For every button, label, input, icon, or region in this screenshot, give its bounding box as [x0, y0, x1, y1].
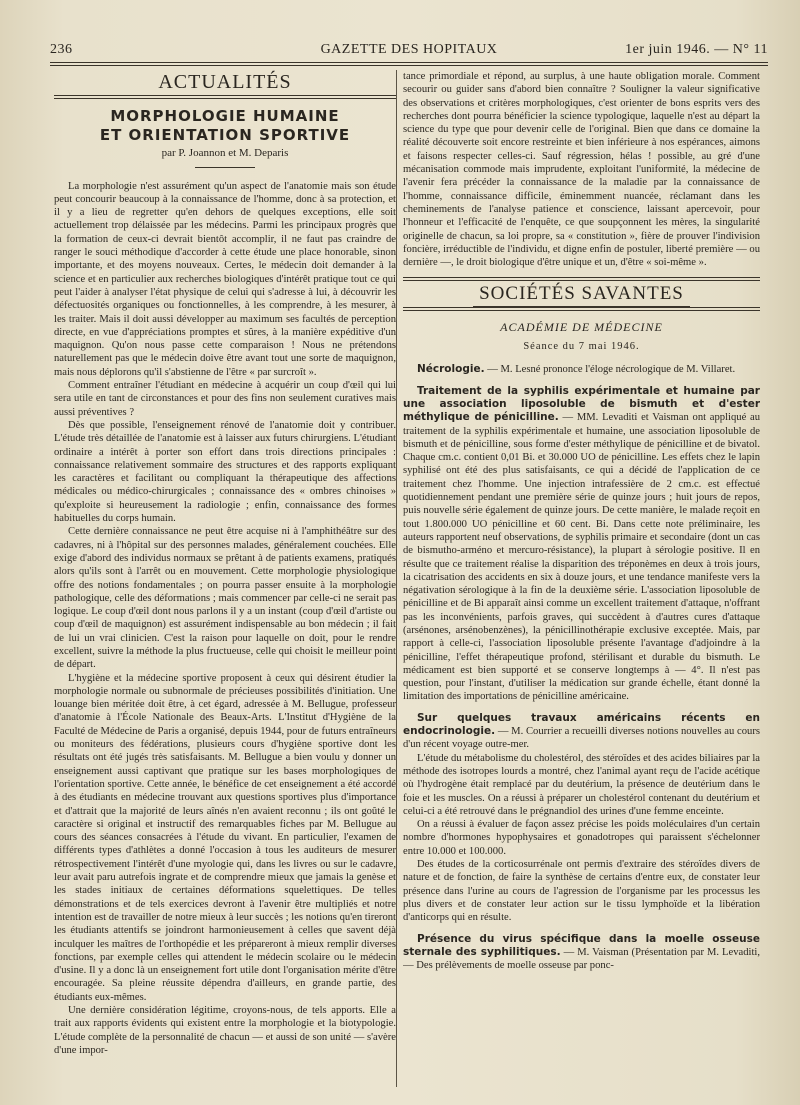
paragraph-continuation: tance primordiale et répond, au surplus, à une haute obligation morale. Comment secourir ou guider sans d'abord bien connaître ? Souligner la valeur significative des observations et critères morphologiques, c'est orienter de bons esprits vers des recherches dont pourra bénéficier la science typologique, laquelle n'est au départ la science du type que pour devenir celle de l'original. Bien que dans ce domaine la réalité découverte soit encore restreinte et bien inférieure à nos espérances, aimons et faisons respecter celles-ci. Sauf régression, hélas ! possible, au gré d'une mécanisation commode mais imprudente, exploitant l'uniformité, la médecine de l'avenir fera précéder la connaissance de la maladie par la connaissance de l'homme, connaissance difficile, éminemment nuancée, réclamant dans les cheminements de l'analyse patience et conscience, laissant apercevoir, pour l'honneur et l'efficacité de l'enquête, ce que soupçonnent les mères, la singularité originelle de chacun, sa loi propre, sa « constitution », fière de prouver l'indivision foncière, irréductible de l'individu, et digne enfin de postuler, liberté première — ou dernière —, le droit biologique d'être unique et un, d'être « soi-même ». — [403, 71, 760, 269]
item-paragraph — [403, 818, 760, 858]
page-number: 236 — [50, 42, 73, 57]
left-column — [54, 70, 396, 1087]
page-header — [50, 38, 768, 62]
item-text: — M. Courrier a recueilli diverses notions nouvelles au cours d'un récent voyage outre-mer. — [403, 726, 760, 751]
item-paragraph — [403, 363, 760, 376]
item-paragraph — [403, 712, 760, 752]
item-paragraph — [403, 933, 760, 973]
item-text: — M. Lesné prononce l'éloge nécrologique de M. Villaret. — [487, 364, 736, 376]
session-date: Séance du 7 mai 1946. — [523, 341, 640, 353]
title-divider — [195, 167, 255, 168]
academy-heading: ACADÉMIE DE MÉDECINE — [500, 319, 663, 334]
article-title-line-1: MORPHOLOGIE HUMAINE — [110, 107, 340, 126]
section-title-actualites: ACTUALITÉS — [54, 76, 396, 89]
item-lead: Présence du virus spécifique dans la moelle osseuse sternale des syphilitiques. — [403, 932, 760, 958]
section-rule — [403, 277, 760, 281]
item-text: L'étude du métabolisme du cholestérol, des stéroïdes et des acides biliaires par la méthode des isotropes lourds a montré, chez l'animal ayant reçu de l'acide acétique où l'hydrogène était remplacé par du deutérium, la présence de deutérium dans le foie et les muscles. On a réussi à préparer un cholestérol contenant du deutérium et celui-ci a été retrouvé dans le prégnandiol des urines d'une femme enceinte. — [403, 752, 760, 817]
item-paragraph — [403, 752, 760, 818]
article-title-line-2: ET ORIENTATION SPORTIVE — [99, 126, 351, 145]
item-text: On a réussi à évaluer de façon assez précise les poids moléculaires d'un certain nombre d'hormones hypophysaires et gonadotropes qui paraissent s'échelonner entre 10.000 et 100.000. — [403, 819, 760, 857]
header-rule — [50, 62, 768, 63]
article-byline: par P. Joannon et M. Deparis — [161, 147, 289, 160]
item-text: — M. Vaisman (Présentation par M. Levaditi, — Des prélèvements de moelle osseuse par ponc- — [403, 946, 760, 972]
paragraph: Cette dernière connaissance ne peut être acquise ni à l'amphithéâtre sur des cadavres, ni à l'hôpital sur des personnes malades, généralement couchées. Elle exige d'abord des individus normaux se prêtant à de patients examens, pratiqués alors qu'ils sont à l'arrêt ou en mouvement. Cette morphologie physiologique offre des notions fondamentales ; on pourra passer ensuite à la morphologie pathologique, celle des déformations ; mais commencer par celle-ci ne serait pas logique. Le coup d'œil dont nous parlons il y a un instant (coup d'œil d'artiste ou coup d'œil de maquignon) est assurément indispensable au bon médecin ; il fait de lui un vrai clinicien. C'est la raison pour laquelle on doit, pour le rendre excellent, suivre la méthode la plus fructueuse, celle qui choisit le meilleur point de départ. — [54, 526, 396, 671]
paragraph: L'hygiène et la médecine sportive proposent à ceux qui désirent étudier la morphologie normale ou subnormale de précieuses possibilités d'initiation. Une louange bien méritée doit être, à cet égard, adressée à M. Bellugue, professeur d'anatomie à l'École Nationale des Beaux-Arts. L'Institut d'Hygiène de la Faculté de Médecine de Paris a organisé, depuis 1944, pour de futurs entraîneurs ou moniteurs des fédérations, plusieurs cours d'hygiène sportive dont les résultats ont été jugés très satisfaisants. M. Bellugue a bien voulu y donner un enseignement aussi captivant que pratique sur les bases morphologiques de l'orientation sportive. Cette année, le bénéfice de cet enseignement a été accordé à des étudiants en médecine trouvant aux questions sportives plus d'importance et d'attrait que la majorité de leurs aînés n'en avaient reconnu ; ils ont goûté le caractère si original et instructif des remarquables fiches par M. Bellugue au cours des séances consacrées à l'étude du vivant. En particulier, l'examen de différents types d'athlètes a donné l'occasion à tous les auditeurs de mesurer rétrospectivement l'intérêt d'une myologie qui, dans les livres ou sur le cadavre, leur avait paru autrefois ingrate et de comprendre mieux que jamais la genèse et les stades initiaux de certaines déformations squelettiques. De telles démonstrations et de tels exercices devront à l'avenir être multipliés et notre intention est de travailler de notre mieux à leur succès ; les notions qu'en tireront les étudiants attentifs se joindront harmonieusement à celles que savent déjà inculquer les maîtres de l'orthopédie et les prépareront à mieux remplir diverses fonctions, par exemple celles qui attendent le médecin scolaire ou le médecin d'usine. Il y a donc là un enseignement fort utile dont l'organisation mérite d'être encouragée. Sa pleine réussite dépendra d'ailleurs, en grande partie, des étudiants eux-mêmes. — [54, 672, 396, 1003]
right-column — [403, 70, 760, 1087]
item-paragraph — [403, 385, 760, 704]
paragraph: La morphologie n'est assurément qu'un aspect de l'anatomie mais son étude peut concourir beaucoup à la connaissance de l'homme, donc à sa protection, et il y a lieu de regretter qu'en dehors de quelques exceptions, elle soit actuellement trop délaissée par les médecins. Parmi les principaux progrès que la formation de ceux-ci devrait bientôt accomplir, il ne faut pas craindre de ranger le souci méthodique d'accorder à cette étude une place honorable, sinon importante, et des moyens nouveaux. Certes, le médecin doit demander à la science et en particulier aux recherches biologiques d'intérêt pratique tout ce qui peut l'aider à analyser l'état physique de celui qui s'adresse à lui, à découvrir les défectuosités organiques ou fonctionnelles, à les comprendre, à les mesurer, à les traiter. Mais il doit aussi développer au maximum ses facultés de perception directe, en vue d'appréciations promptes et sûres, à la manière expéditive d'un maquignon. Qu'on nous passe cette comparaison ! Nous ne prétendons naturellement pas que le médecin doive être avant tout une sorte de maquignon, mais nous déplorons qu'il s'abstienne de l'être « par surcroît ». — [54, 180, 396, 378]
section-title-societes: SOCIÉTÉS SAVANTES — [403, 287, 760, 300]
section-rule — [403, 307, 760, 311]
issue-date: 1er juin 1946. — N° 11 — [625, 42, 768, 57]
column-separator — [396, 70, 397, 1087]
paragraph: Comment entraîner l'étudiant en médecine à acquérir un coup d'œil qui lui sera utile en tant de circonstances et pour des fins non seulement curatives mais aussi préventives ? — [54, 380, 396, 418]
item-lead: Traitement de la syphilis expérimentale et humaine par une association liposoluble de bismuth et d'ester méthylique de pénicilline. — [403, 384, 760, 424]
item-text: — MM. Levaditi et Vaisman ont appliqué au traitement de la syphilis expérimentale et humaine, une association liposoluble de bismuth et de pénicilline, sous forme d'ester méthylique de pénicilline et de bivatol. Chaque cm.c. contient 0,01 Bi. et 30.000 UO de pénicilline. Les effets chez le lapin syphilisé ont été des plus satisfaisants, ce qui a décidé de l'application de ce traitement chez l'homme. Une injection intrafessière de 2 cm.c. est effectué quotidiennement pendant une première série de quinze jours ; huit jours de repos, puis nouvelle série également de quinze jours. De cette manière, le malade reçoit en tout 1.800.000 UO pénicilline et 60 cent. Bi. Dans cette note préliminaire, les auteurs rapportent neuf observations, de syphilis primaire et secondaire (dont un cas de bismutho-arméno et mercuro-résistance), la plupart à sérologie positive. Il en résulte que ce traitement réalise la disparition des tréponèmes en deux à trois jours, la cicatrisation des accidents en six à douze jours, et une tendance manifeste vers la négativation sérologique à la fin de la deuxième série. L'association liposoluble de pénicilline et de Bi apparaît ainsi comme un excellent traitement d'attaque, n'offrant pas les inconvénients, parfois graves, qui succèdent à d'autres cures d'attaque (arsénones, arsénobenzènes), la pénicillinothérapie exclusive exceptée. Mais, par rapport à celle-ci, l'association liposoluble présente l'avantage d'adjoindre à la pénicilline, l'effet thérapeutique profond, stérilisant et durable du bismuth. Le médicament est bien supporté et se conserve longtemps à — 4°. Il n'est pas question, pour l'instant, d'utiliser la médication sur grande échelle, étant donné la limitation des importations de pénicilline américaine. — [403, 412, 760, 703]
paragraph: Une dernière considération légitime, croyons-nous, de tels apports. Elle a trait aux rapports évidents qui existent entre la morphologie et la biotypologie. L'étude complète de la personnalité de chacun — et aussi de son unité — s'avère d'une impor- — [54, 1005, 396, 1056]
item-paragraph — [403, 858, 760, 924]
item-text: Des études de la corticosurrénale ont permis d'extraire des stéroïdes divers de nature et de fonction, de faire la synthèse de certains d'entre eux, de constater leur présence dans l'urine au cours de l'agression de l'organisme par les processus les plus divers et de constater leur action sur le tissu lymphoïde et la libération d'anticorps qui en résulte. — [403, 859, 760, 924]
header-rule-2 — [50, 65, 768, 66]
item-lead: Sur quelques travaux américains récents en endocrinologie. — [403, 711, 760, 738]
item-lead: Nécrologie. — [417, 363, 485, 376]
paragraph: Dès que possible, l'enseignement rénové de l'anatomie doit y contribuer. L'étude très détaillée de l'anatomie est à laisser aux futurs chirurgiens. L'étudiant ordinaire a intérêt à porter son effort dans trois directions principales : connaissance relativement sommaire des structures et des rapports expliquant les caractères et facilitant ou compliquant la thérapeutique des affections médicales ou médico-chirurgicales ; connaissance des « ombres chinoises » qu'exploite si heureusement la radiologie ; enfin, connaissance des formes habituelles du corps humain. — [54, 419, 396, 525]
journal-title: GAZETTE DES HOPITAUX — [320, 42, 498, 57]
